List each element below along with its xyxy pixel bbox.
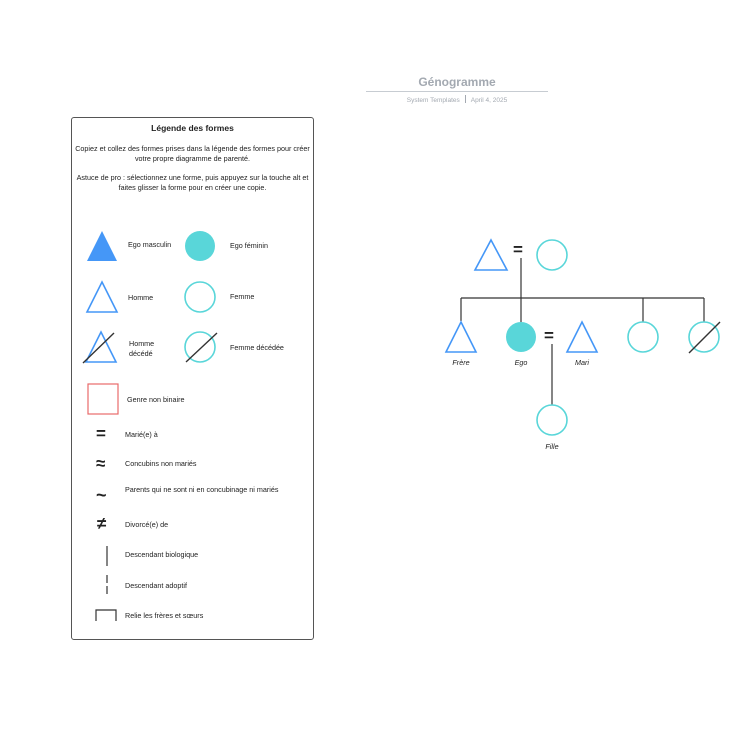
mother-shape[interactable] (537, 240, 567, 270)
legend-label-ego-female: Ego féminin (230, 241, 268, 250)
neither-symbol[interactable]: ~ (96, 485, 107, 505)
cohabiting-symbol[interactable]: ≈ (96, 454, 106, 473)
ego-marriage-symbol: = (544, 326, 554, 345)
legend-label-female: Femme (230, 292, 255, 301)
legend-label-married: Marié(e) à (125, 430, 158, 439)
daughter-shape[interactable] (537, 405, 567, 435)
legend-intro-text: Copiez et collez des formes prises dans la légende des formes pour créer votre propre diagramme de parenté. (75, 144, 310, 164)
legend-tip-text: Astuce de pro : sélectionnez une forme, puis appuyez sur la touche alt et faites glisser la forme pour en créer une copie. (76, 173, 309, 193)
divorced-symbol[interactable]: ≠ (97, 514, 107, 533)
ego-shape[interactable] (506, 322, 536, 352)
caption-ego: Ego (514, 358, 528, 367)
source-label: System Templates (406, 97, 460, 104)
legend-label-divorced: Divorcé(e) de (125, 520, 169, 529)
legend-label-female-deceased: Femme décédée (230, 343, 284, 352)
brother-shape[interactable] (446, 322, 476, 352)
caption-husband: Mari (575, 358, 589, 367)
page-title: Génogramme (418, 75, 496, 89)
date-label: April 4, 2025 (470, 97, 508, 104)
sister-shape[interactable] (628, 322, 658, 352)
legend-label-bio-descendant: Descendant biologique (125, 550, 199, 559)
legend-label-male: Homme (128, 293, 154, 302)
parents-marriage-symbol: = (513, 240, 523, 259)
caption-daughter: Fille (545, 442, 559, 451)
deceased-sister-shape[interactable] (689, 322, 719, 352)
diagram-connectors (461, 258, 704, 405)
caption-brother: Frère (452, 358, 470, 367)
father-shape[interactable] (475, 240, 507, 270)
legend-label-male-deceased: Homme décédé (129, 339, 155, 358)
legend-title: Légende des formes (151, 123, 234, 133)
legend-label-non-binary: Genre non binaire (127, 395, 185, 404)
married-symbol[interactable]: = (96, 424, 106, 443)
legend-label-ego-male: Ego masculin (128, 240, 172, 249)
legend-label-adopted-descendant: Descendant adoptif (125, 581, 187, 590)
legend-label-neither: Parents qui ne sont ni en concubinage ni mariés (125, 485, 279, 494)
legend-label-siblings: Relie les frères et sœurs (125, 611, 204, 620)
legend-label-cohabiting: Concubins non mariés (125, 459, 197, 468)
husband-shape[interactable] (567, 322, 597, 352)
